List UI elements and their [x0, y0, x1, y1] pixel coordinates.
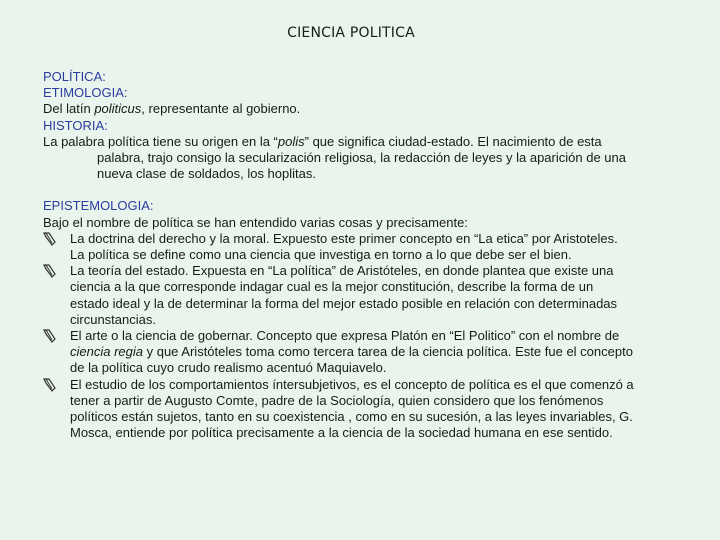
list-item: El arte o la ciencia de gobernar. Concepto que expresa Platón en “El Politico” con el nombre de ciencia regia y que Aristóteles toma como tercera tarea de la ciencia política. Este fue el concepto de la política cuyo crudo realismo acentuó Maquiavelo.: [43, 328, 693, 377]
heading-politica: POLÍTICA:: [43, 69, 106, 84]
heading-historia: HISTORIA:: [43, 117, 108, 133]
intro-text: Bajo el nombre de política se han entendido varias cosas y precisamente:: [43, 214, 468, 230]
pen-nib-icon: [43, 232, 57, 246]
slide-body: [43, 69, 693, 441]
historia-paragraph: La palabra política tiene su origen en la “polis” que significa ciudad-estado. El nacimiento de esta palabra, trajo consigo la secularización religiosa, la redacción de leyes y la aparición de una nueva clase de soldados, los hoplitas.: [43, 133, 626, 182]
list-item: La teoría del estado. Expuesta en “La política” de Aristóteles, en donde plantea que existe una ciencia a la que corresponde indagar cual es la mejor constitución, describe la forma de un estado ideal y la de determinar la forma del mejor estado posible en relación con determinadas circunstancias.: [43, 263, 693, 328]
pen-nib-icon: [43, 378, 57, 392]
heading-etimologia: ETIMOLOGIA:: [43, 85, 128, 101]
heading-epistemologia: EPISTEMOLOGIA:: [43, 198, 154, 214]
pen-nib-icon: [43, 264, 57, 278]
list-item: El estudio de los comportamientos íntersubjetivos, es el concepto de política es el que comenzó a tener a partir de Augusto Comte, padre de la Sociología, quien considero que los fenómenos políticos están sujetos, tanto en su coexistencia , como en su sucesión, a las leyes invariables, G. Mosca, entiende por política precisamente a la ciencia de la sociedad humana en ese sentido.: [43, 377, 693, 442]
slide-title: CIENCIA POLITICA: [287, 25, 415, 41]
pen-nib-icon: [43, 329, 57, 343]
list-item: La doctrina del derecho y la moral. Expuesto este primer concepto en “La etica” por Aristoteles. La política se define como una ciencia que investiga en torno a lo que debe ser el bien.: [43, 231, 693, 263]
etimologia-text: Del latín politicus, representante al gobierno.: [43, 101, 301, 117]
